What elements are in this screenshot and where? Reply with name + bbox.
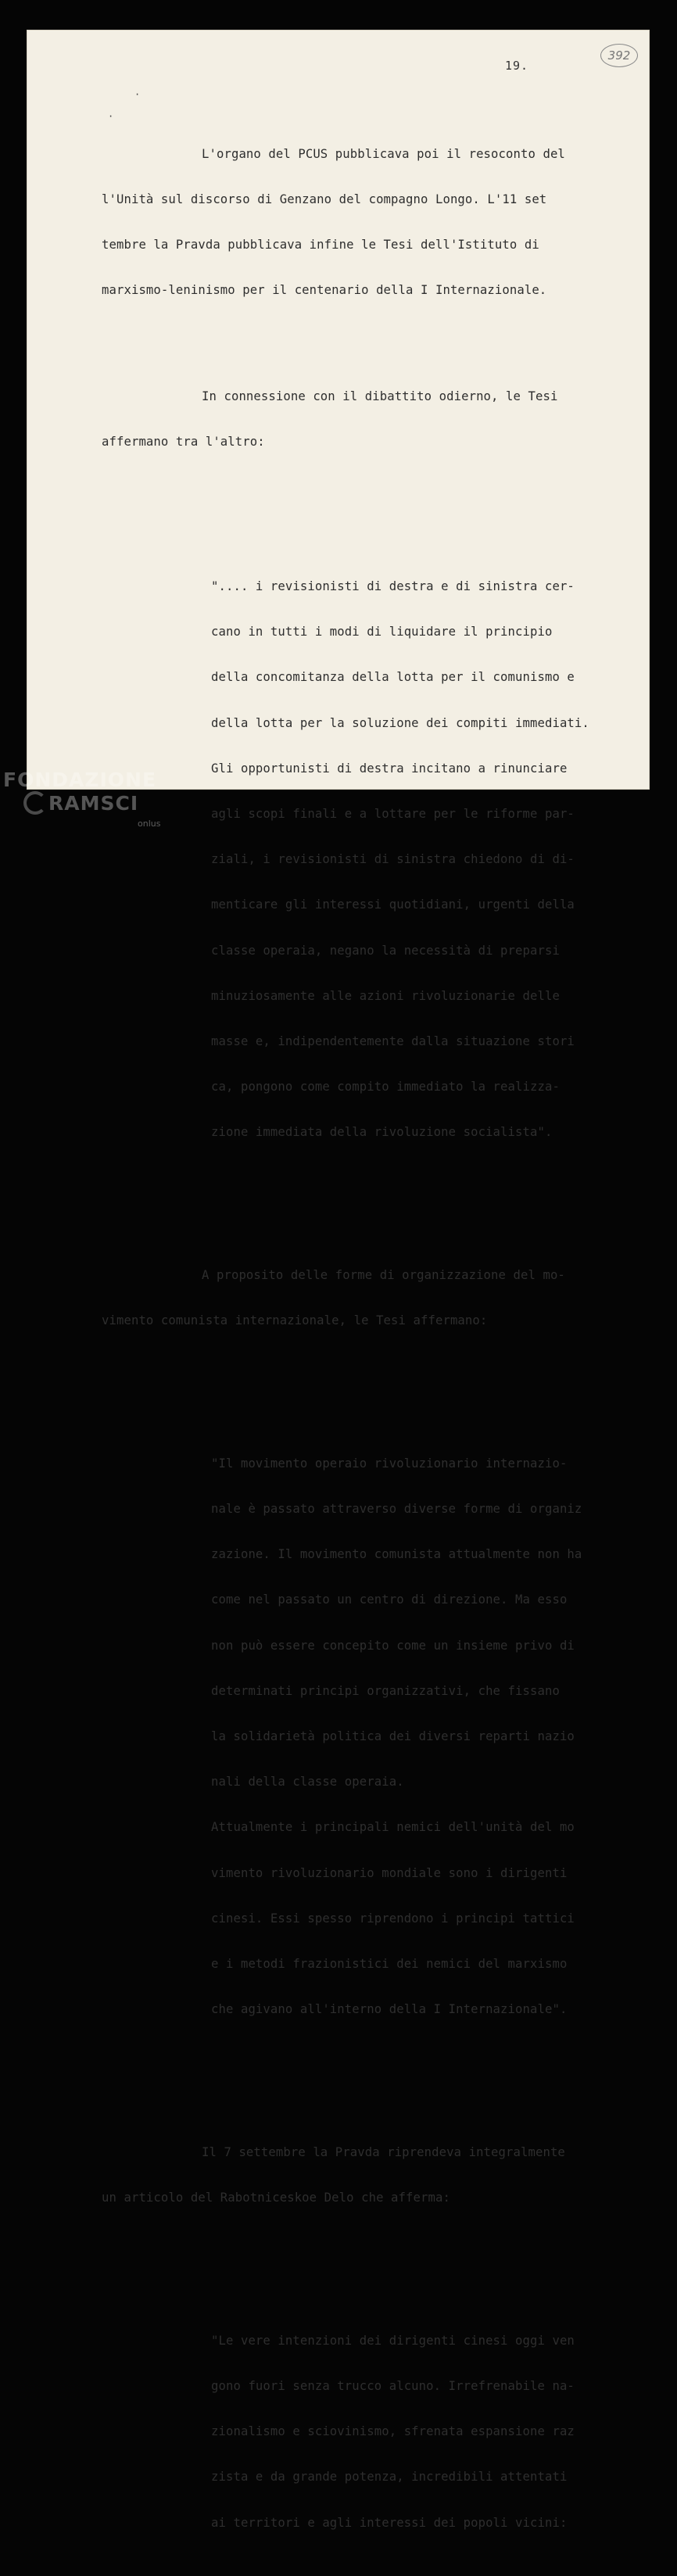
archive-number-stamp: 392	[600, 44, 638, 67]
quote-2	[211, 1426, 605, 2048]
quote-line: zista e da grande potenza, incredibili attentati	[211, 2470, 568, 2485]
quote-line: determinati principi organizzativi, che fissano	[211, 1683, 560, 1698]
watermark-onlus: onlus	[138, 819, 161, 829]
quote-line: "Il movimento operaio rivoluzionario internazio-	[211, 1456, 568, 1471]
fondazione-gramsci-watermark	[3, 769, 156, 815]
text-line: marxismo-leninismo per il centenario della I Internazionale.	[102, 283, 547, 298]
page-number: 19.	[505, 59, 529, 73]
quote-line: della concomitanza della lotta per il comunismo e	[211, 670, 575, 685]
text-line: l'Unità sul discorso di Genzano del compagno Longo. L'11 set	[102, 192, 547, 206]
quote-line: la solidarietà politica dei diversi reparti nazio	[211, 1729, 575, 1744]
watermark-line-2	[3, 791, 156, 815]
quote-line: vimento rivoluzionario mondiale sono i dirigenti	[211, 1865, 568, 1880]
quote-line: zione immediata della rivoluzione socialista".	[211, 1125, 553, 1140]
quote-line: zionalismo e sciovinismo, sfrenata espansione raz	[211, 2424, 575, 2439]
text-line: A proposito delle forme di organizzazione del mo-	[202, 1267, 565, 1282]
paragraph-p4	[102, 2115, 605, 2236]
quote-line: gono fuori senza trucco alcuno. Irrefrenabile na-	[211, 2378, 575, 2393]
text-line: tembre la Pravda pubblicava infine le Tesi dell'Istituto di	[102, 238, 539, 253]
quote-line: masse e, indipendentemente dalla situazione stori	[211, 1034, 575, 1048]
quote-line: cinesi. Essi spesso riprendono i principi tattici	[211, 1911, 575, 1926]
quote-line: ziali, i revisionisti di sinistra chiedono di di-	[211, 852, 575, 867]
quote-line: non può essere concepito come un insieme privo di	[211, 1638, 575, 1653]
quote-line: zazione. Il movimento comunista attualmente non ha	[211, 1547, 582, 1562]
quote-line: cano in tutti i modi di liquidare il principio	[211, 625, 553, 640]
quote-line: Gli opportunisti di destra incitano a rinunciare	[211, 761, 568, 776]
quote-1	[211, 549, 605, 1170]
typewritten-body	[102, 86, 605, 2576]
quote-line: ai territori e agli interessi dei popoli vicini:	[211, 2515, 568, 2530]
quote-line: nali della classe operaia.	[211, 1775, 404, 1790]
quote-line: ".... i revisionisti di destra e di sinistra cer-	[211, 579, 575, 593]
watermark-line-1: FONDAZIONE	[3, 769, 157, 791]
paragraph-p1	[102, 116, 605, 329]
paragraph-p3	[102, 1238, 605, 1359]
g-logo-icon	[23, 791, 47, 815]
quote-3	[211, 2303, 605, 2561]
paragraph-p2	[102, 359, 605, 480]
quote-line: della lotta per la soluzione dei compiti immediati.	[211, 715, 589, 730]
quote-line: nale è passato attraverso diverse forme di organiz	[211, 1502, 582, 1517]
quote-line: classe operaia, negano la necessità di preparsi	[211, 943, 560, 958]
quote-line: e i metodi frazionistici dei nemici del marxismo	[211, 1957, 568, 1972]
text-line: un articolo del Rabotniceskoe Delo che afferma:	[102, 2191, 450, 2205]
quote-line: che agivano all'interno della I Internazionale".	[211, 2002, 568, 2017]
quote-line: minuziosamente alle azioni rivoluzionarie delle	[211, 988, 560, 1003]
quote-line: ca, pongono come compito immediato la realizza-	[211, 1080, 560, 1095]
text-line: L'organo del PCUS pubblicava poi il resoconto del	[202, 146, 565, 161]
text-line: Il 7 settembre la Pravda riprendeva integralmente	[202, 2144, 565, 2159]
quote-line: menticare gli interessi quotidiani, urgenti della	[211, 897, 575, 912]
quote-line: "Le vere intenzioni dei dirigenti cinesi oggi ven	[211, 2333, 575, 2348]
text-line: In connessione con il dibattito odierno, le Tesi	[202, 389, 558, 404]
text-line: vimento comunista internazionale, le Tesi affermano:	[102, 1313, 488, 1328]
quote-line: agli scopi finali e a lottare per le riforme par-	[211, 806, 575, 821]
watermark-line-2-text: RAMSCI	[48, 792, 139, 815]
margin-mark: ·	[134, 89, 141, 100]
margin-mark: ·	[108, 111, 114, 122]
quote-line: come nel passato un centro di direzione. Ma esso	[211, 1593, 568, 1607]
quote-line: Attualmente i principali nemici dell'unità del mo	[211, 1820, 575, 1835]
text-line: affermano tra l'altro:	[102, 435, 265, 450]
